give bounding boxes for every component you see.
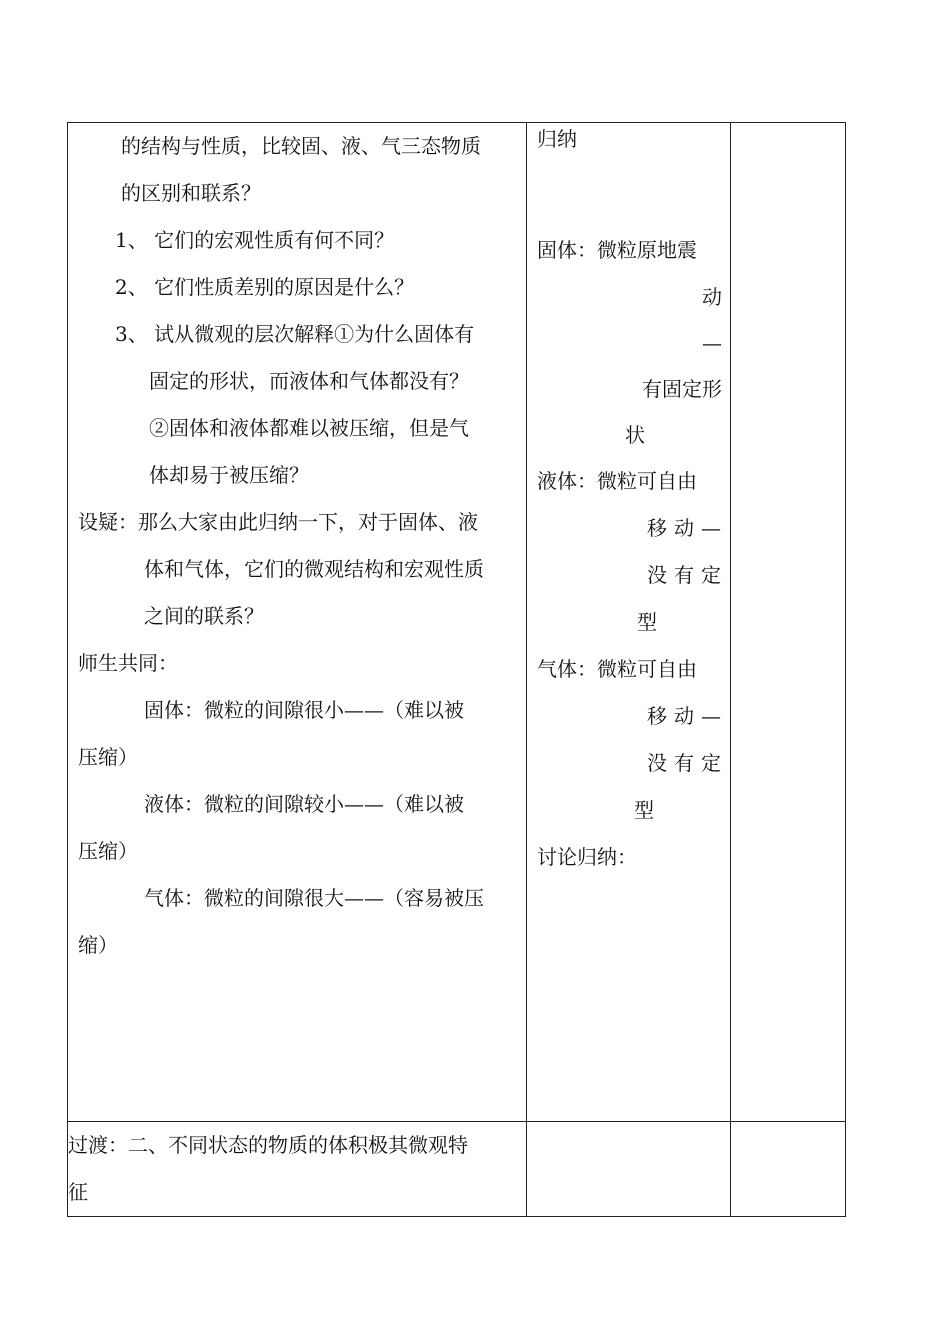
text-line: 之间的联系？ bbox=[144, 604, 264, 628]
text-line: 缩） bbox=[78, 933, 118, 957]
question-3: 3、 试从微观的层次解释①为什么固体有 bbox=[115, 322, 475, 346]
empty-cell bbox=[527, 1122, 731, 1217]
question-1: 1、 它们的宏观性质有何不同？ bbox=[115, 228, 395, 252]
text-line: — bbox=[702, 331, 722, 355]
text-line: 型 bbox=[637, 610, 657, 634]
text-line: 型 bbox=[634, 798, 654, 822]
text-line: 过渡：二、不同状态的物质的体积极其微观特 bbox=[68, 1133, 468, 1157]
text-line: 有固定形 bbox=[642, 377, 722, 401]
text-line: 征 bbox=[68, 1180, 88, 1204]
transition-cell bbox=[68, 1122, 527, 1217]
text-line: 状 bbox=[625, 423, 645, 447]
text-line: 液体：微粒的间隙较小——（难以被 bbox=[144, 792, 464, 816]
text-line: 移动— bbox=[647, 704, 728, 728]
text-line: 固体：微粒的间隙很小——（难以被 bbox=[144, 698, 464, 722]
text-line: 设疑：那么大家由此归纳一下，对于固体、液 bbox=[78, 510, 478, 534]
teaching-process-cell bbox=[68, 123, 527, 1122]
text-line: 固体：微粒原地震 bbox=[537, 238, 697, 262]
text-line: 固定的形状，而液体和气体都没有？ bbox=[149, 369, 469, 393]
text-line: 压缩） bbox=[78, 745, 138, 769]
text-line: 气体：微粒的间隙很大——（容易被压 bbox=[144, 886, 484, 910]
text-line: 体却易于被压缩？ bbox=[149, 463, 309, 487]
text-line: 动 bbox=[702, 285, 722, 309]
text-line: 的区别和联系？ bbox=[121, 181, 261, 205]
text-line: 液体：微粒可自由 bbox=[537, 469, 697, 493]
text-line: 没有定 bbox=[647, 563, 728, 587]
text-line: 体和气体，它们的微观结构和宏观性质 bbox=[144, 557, 484, 581]
text-line: 压缩） bbox=[78, 839, 138, 863]
lesson-plan-table bbox=[67, 122, 846, 1217]
text-line: 移动— bbox=[647, 516, 728, 540]
text-line: 讨论归纳： bbox=[537, 845, 637, 869]
table-row bbox=[68, 123, 846, 1122]
text-line: ②固体和液体都难以被压缩，但是气 bbox=[149, 416, 469, 440]
text-line: 没有定 bbox=[647, 751, 728, 775]
question-2: 2、 它们性质差别的原因是什么？ bbox=[115, 275, 415, 299]
text-line: 师生共同： bbox=[78, 651, 178, 675]
student-activity-cell bbox=[527, 123, 731, 1122]
notes-cell bbox=[731, 123, 846, 1122]
text-line: 归纳 bbox=[537, 127, 577, 151]
empty-cell bbox=[731, 1122, 846, 1217]
table-row bbox=[68, 1122, 846, 1217]
text-line: 气体：微粒可自由 bbox=[537, 657, 697, 681]
text-line: 的结构与性质，比较固、液、气三态物质 bbox=[121, 134, 481, 158]
